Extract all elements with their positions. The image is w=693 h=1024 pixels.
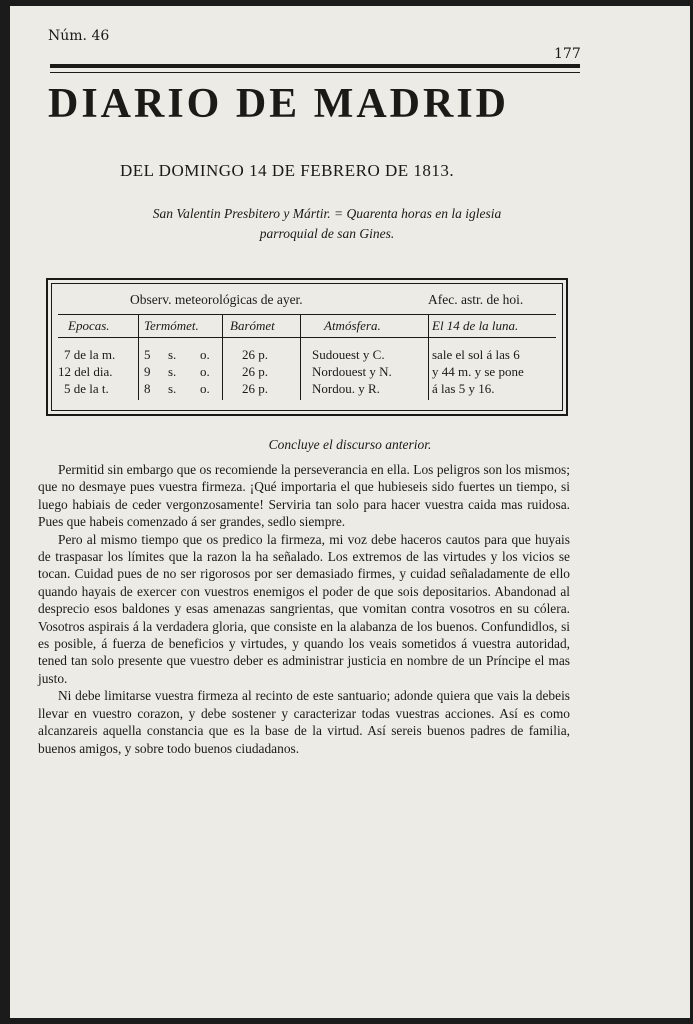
newspaper-title: DIARIO DE MADRID <box>48 81 510 127</box>
saint-line-1: San Valentin Presbitero y Mártir. = Quarenta horas en la iglesia <box>152 206 502 221</box>
table-cell-barometro: 26 p. <box>242 381 268 396</box>
astro-line: sale el sol á las 6 <box>432 347 520 362</box>
issue-number: Núm. 46 <box>48 28 110 44</box>
table-cell-barometro: 26 p. <box>242 347 268 362</box>
meteorology-inner-frame <box>51 283 563 411</box>
table-cell-termo: o. <box>200 381 210 396</box>
article-paragraph: Ni debe limitarse vuestra firmeza al recinto de este santuario; adonde quiera que vais la debeis llevar en vuestro corazon, y debe sostener y caracterizar todas vuestras acciones. Así es como alcanzareis aquella constancia que es la base de la virtud. Así sereis buenos padres de familia, buenos amigos, y sobre todo buenos ciudadanos. <box>38 688 570 756</box>
article-paragraph: Permitid sin embargo que os recomiende la perseverancia en ella. Los peligros son los mismos; que no desmaye pues vuestra firmeza. ¡Qué importaria el que hubieseis sido fuertes un tiempo, si luego habiais de ceder vergonzosamente! Serviria tan solo para hacer vuestra caida mas ruidosa. Pues que habeis comenzado á ser grandes, sedlo siempre. <box>38 462 570 530</box>
table-cell-atmosfera: Nordouest y N. <box>312 364 392 379</box>
table-cell-termo: s. <box>168 347 177 362</box>
column-header-barometro: Barómet <box>230 318 275 333</box>
saint-of-day <box>72 204 582 244</box>
table-cell-termo: 8 <box>144 381 151 396</box>
table-cell-termo: 9 <box>144 364 151 379</box>
column-header-epocas: Epocas. <box>68 318 110 333</box>
meteorology-table <box>46 278 568 416</box>
article-body <box>38 461 570 757</box>
meteorology-heading: Observ. meteorológicas de ayer. <box>130 292 303 307</box>
table-cell-barometro: 26 p. <box>242 364 268 379</box>
column-divider <box>222 314 223 400</box>
column-header-atmosfera: Atmósfera. <box>324 318 381 333</box>
section-title: Concluye el discurso anterior. <box>268 437 432 452</box>
table-rule-header <box>58 337 556 338</box>
astro-line: y 44 m. y se pone <box>432 364 524 379</box>
table-cell-termo: s. <box>168 381 177 396</box>
table-cell-epoca: 12 del dia. <box>58 364 113 379</box>
table-cell-atmosfera: Sudouest y C. <box>312 347 385 362</box>
table-cell-atmosfera: Nordou. y R. <box>312 381 380 396</box>
column-divider <box>138 314 139 400</box>
astro-line: á las 5 y 16. <box>432 381 495 396</box>
issue-date: DEL DOMINGO 14 DE FEBRERO DE 1813. <box>120 161 455 180</box>
column-header-luna: El 14 de la luna. <box>432 318 519 333</box>
article-paragraph: Pero al mismo tiempo que os predico la firmeza, mi voz debe haceros cautos para que huyais de traspasar los límites que la razon la ha señalado. Los extremos de las virtudes y los vicios se tocan. Cuidad pues de no ser rigorosos por ser demasiado firmes, y cuidad señaladamente de ello quando hayais de exercer con vuestros enemigos el poder de que sois depositarios. Abandonad al desprecio esos baldones y esas amenazas sangrientas, que vomitan contra vosotros en su cólera. Vosotros aspirais á la verdadera gloria, que consiste en la alabanza de los buenos. Confundidlos, si es posible, á fuerza de beneficios y virtudes, y quando los veais sometidos á vuestra autoridad, tened tan solo presente que vuestro deber es administrar justicia en nombre de un Príncipe el mas justo. <box>38 531 570 686</box>
column-header-termometro: Termómet. <box>144 318 199 333</box>
astronomy-heading: Afec. astr. de hoi. <box>428 292 524 307</box>
header-rule-thin <box>50 72 580 73</box>
table-cell-epoca: 7 de la m. <box>64 347 116 362</box>
column-divider <box>428 314 429 400</box>
table-cell-termo: s. <box>168 364 177 379</box>
header-rule-thick <box>50 64 580 68</box>
saint-line-2: parroquial de san Gines. <box>259 226 395 241</box>
table-cell-termo: o. <box>200 364 210 379</box>
table-rule-top <box>58 314 556 315</box>
table-cell-termo: o. <box>200 347 210 362</box>
table-cell-termo: 5 <box>144 347 151 362</box>
newspaper-page <box>10 6 690 1018</box>
column-divider <box>300 314 301 400</box>
page-number: 177 <box>554 46 581 62</box>
table-cell-epoca: 5 de la t. <box>64 381 109 396</box>
